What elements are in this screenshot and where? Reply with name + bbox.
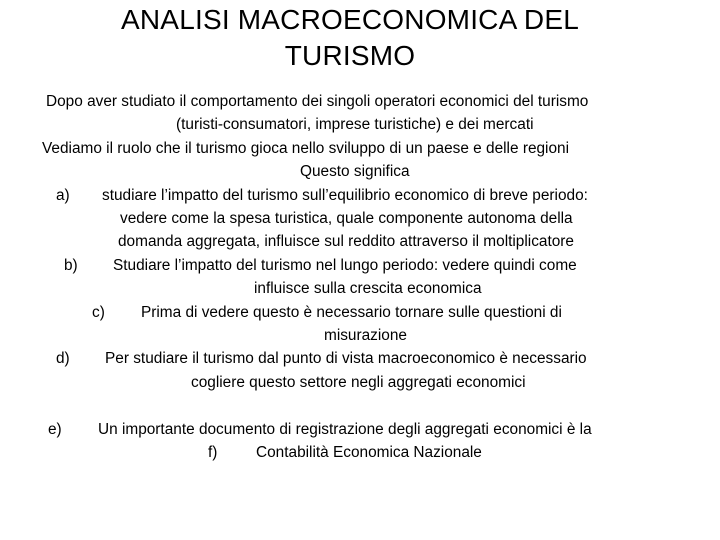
list-item-d-line-2: cogliere questo settore negli aggregati economici bbox=[191, 373, 526, 391]
list-item-a-cont bbox=[0, 230, 720, 253]
list-marker-a: a) bbox=[56, 186, 70, 204]
list-item-a-cont bbox=[0, 207, 720, 230]
intro-text-1: Dopo aver studiato il comportamento dei singoli operatori economici del turismo bbox=[46, 93, 589, 110]
list-marker-f: f) bbox=[208, 444, 218, 462]
list-item-b-line-2: influisce sulla crescita economica bbox=[254, 280, 482, 298]
list-item-c bbox=[0, 301, 720, 324]
list-item-f bbox=[0, 441, 720, 464]
list-item-f-line-1: Contabilità Economica Nazionale bbox=[256, 444, 482, 462]
list-marker-b: b) bbox=[64, 256, 78, 274]
intro-text-2: (turisti-consumatori, imprese turistiche) e dei mercati bbox=[176, 116, 534, 134]
list-item-b-line-1: Studiare l’impatto del turismo nel lungo periodo: vedere quindi come bbox=[113, 256, 577, 274]
intro-line bbox=[0, 113, 720, 136]
title-line-2: TURISMO bbox=[284, 40, 416, 71]
intro-line bbox=[0, 160, 720, 183]
title-line-1: ANALISI MACROECONOMICA DEL bbox=[121, 4, 579, 35]
list-item-c-line-2: misurazione bbox=[324, 326, 407, 344]
intro-line bbox=[0, 137, 720, 160]
list-marker-c: c) bbox=[92, 303, 105, 321]
list-item-e-line-1: Un importante documento di registrazione degli aggregati economici è la bbox=[98, 421, 592, 439]
list-item-b-cont bbox=[0, 277, 720, 300]
intro-line bbox=[0, 90, 720, 113]
slide-body bbox=[0, 90, 720, 465]
spacer bbox=[0, 394, 720, 418]
list-item-b bbox=[0, 254, 720, 277]
list-item-a-line-1: studiare l’impatto del turismo sull’equilibrio economico di breve periodo: bbox=[102, 186, 588, 204]
list-item-c-line-1: Prima di vedere questo è necessario tornare sulle questioni di bbox=[141, 303, 562, 321]
list-item-a-line-3: domanda aggregata, influisce sul reddito attraverso il moltiplicatore bbox=[118, 233, 574, 251]
intro-text-3: Vediamo il ruolo che il turismo gioca nello sviluppo di un paese e delle regioni bbox=[42, 139, 570, 157]
list-item-d-line-1: Per studiare il turismo dal punto di vista macroeconomico è necessario bbox=[105, 350, 587, 368]
list-item-a-line-2: vedere come la spesa turistica, quale componente autonoma della bbox=[120, 209, 573, 227]
slide-title bbox=[0, 2, 700, 74]
list-item-e bbox=[0, 418, 720, 441]
list-marker-e: e) bbox=[48, 421, 62, 439]
list-item-c-cont bbox=[0, 324, 720, 347]
list-marker-d: d) bbox=[56, 350, 70, 368]
intro-text-4: Questo significa bbox=[300, 163, 410, 181]
list-item-d-cont bbox=[0, 371, 720, 394]
list-item-d bbox=[0, 347, 720, 370]
list-item-a bbox=[0, 184, 720, 207]
